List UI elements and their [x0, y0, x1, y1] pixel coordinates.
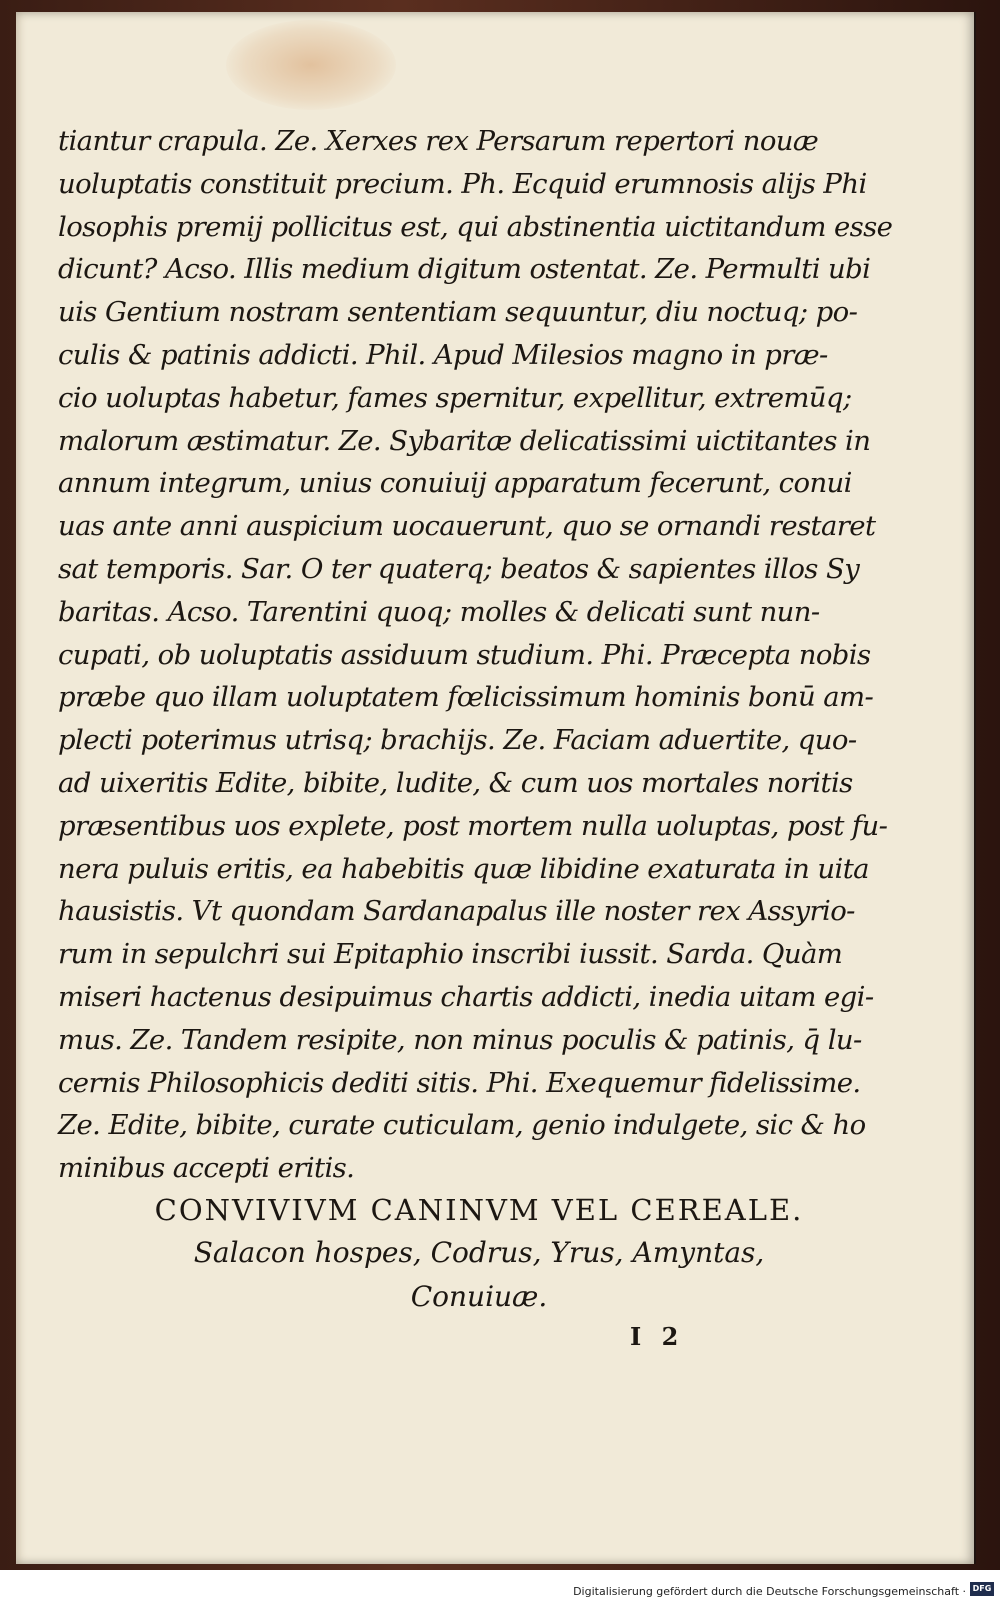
text-line: uas ante anni auspicium uocauerunt, quo se ornandi restaret [58, 510, 876, 543]
speakers-line-1: Salacon hospes, Codrus, Yrus, Amyntas, [193, 1236, 765, 1269]
text-line: mus. Ze. Tandem resipite, non minus poculis & patinis, q̄ lu- [58, 1023, 862, 1056]
text-line: cio uoluptas habetur, fames spernitur, expellitur, extremūq; [58, 381, 852, 414]
text-line: ad uixeritis Edite, bibite, ludite, & cum uos mortales noritis [58, 766, 853, 799]
text-line: tiantur crapula. Ze. Xerxes rex Persarum repertori nouæ [58, 125, 819, 157]
text-line: uis Gentium nostram sententiam sequuntur, diu noctuq; po- [58, 296, 858, 329]
text-line: præsentibus uos explete, post mortem nulla uoluptas, post fu- [58, 809, 888, 842]
text-line: præbe quo illam uoluptatem fœlicissimum hominis bonū am- [58, 681, 874, 714]
text-line: rum in sepulchri sui Epitaphio inscribi iussit. Sarda. Quàm [58, 938, 843, 971]
page-stain [226, 20, 396, 110]
text-line: minibus accepti eritis. [58, 1152, 355, 1185]
text-line: miseri hactenus desipuimus chartis addicti, inedia uitam egi- [58, 980, 874, 1013]
text-line: malorum æstimatur. Ze. Sybaritæ delicatissimi uictitantes in [58, 424, 871, 457]
text-line: culis & patinis addicti. Phil. Apud Milesios magno in præ- [58, 338, 828, 371]
text-line: uoluptatis constituit precium. Ph. Ecquid erumnosis alijs Phi [58, 167, 867, 200]
text-line: losophis premij pollicitus est, qui abstinentia uictitandum esse [58, 210, 893, 243]
section-title: CONVIVIVM CANINVM VEL CEREALE. [154, 1193, 804, 1227]
signature-mark: I 2 [630, 1322, 685, 1351]
text-line: nera puluis eritis, ea habebitis quæ libidine exaturata in uita [58, 852, 869, 885]
text-line: sat temporis. Sar. O ter quaterq; beatos & sapientes illos Sy [58, 552, 860, 585]
footer-credit: Digitalisierung gefördert durch die Deutsche Forschungsgemeinschaft · [573, 1585, 966, 1598]
text-line: cupati, ob uoluptatis assiduum studium. Phi. Præcepta nobis [58, 638, 871, 671]
text-line: cernis Philosophicis dediti sitis. Phi. Exequemur fidelissime. [58, 1066, 861, 1099]
speakers-line-2: Conuiuæ. [410, 1280, 548, 1313]
dfg-logo-icon: DFG [970, 1582, 994, 1596]
text-line: annum integrum, unius conuiuij apparatum fecerunt, conui [58, 467, 852, 500]
text-line: plecti poterimus utrisq; brachijs. Ze. Faciam aduertite, quo- [58, 724, 857, 757]
text-line: hausistis. Vt quondam Sardanapalus ille noster rex Assyrio- [58, 895, 855, 928]
text-line: Ze. Edite, bibite, curate cuticulam, genio indulgete, sic & ho [58, 1109, 866, 1142]
body-text [58, 120, 893, 1190]
text-line: baritas. Acso. Tarentini quoq; molles & delicati sunt nun- [58, 595, 820, 628]
text-line: dicunt? Acso. Illis medium digitum ostentat. Ze. Permulti ubi [58, 253, 871, 286]
